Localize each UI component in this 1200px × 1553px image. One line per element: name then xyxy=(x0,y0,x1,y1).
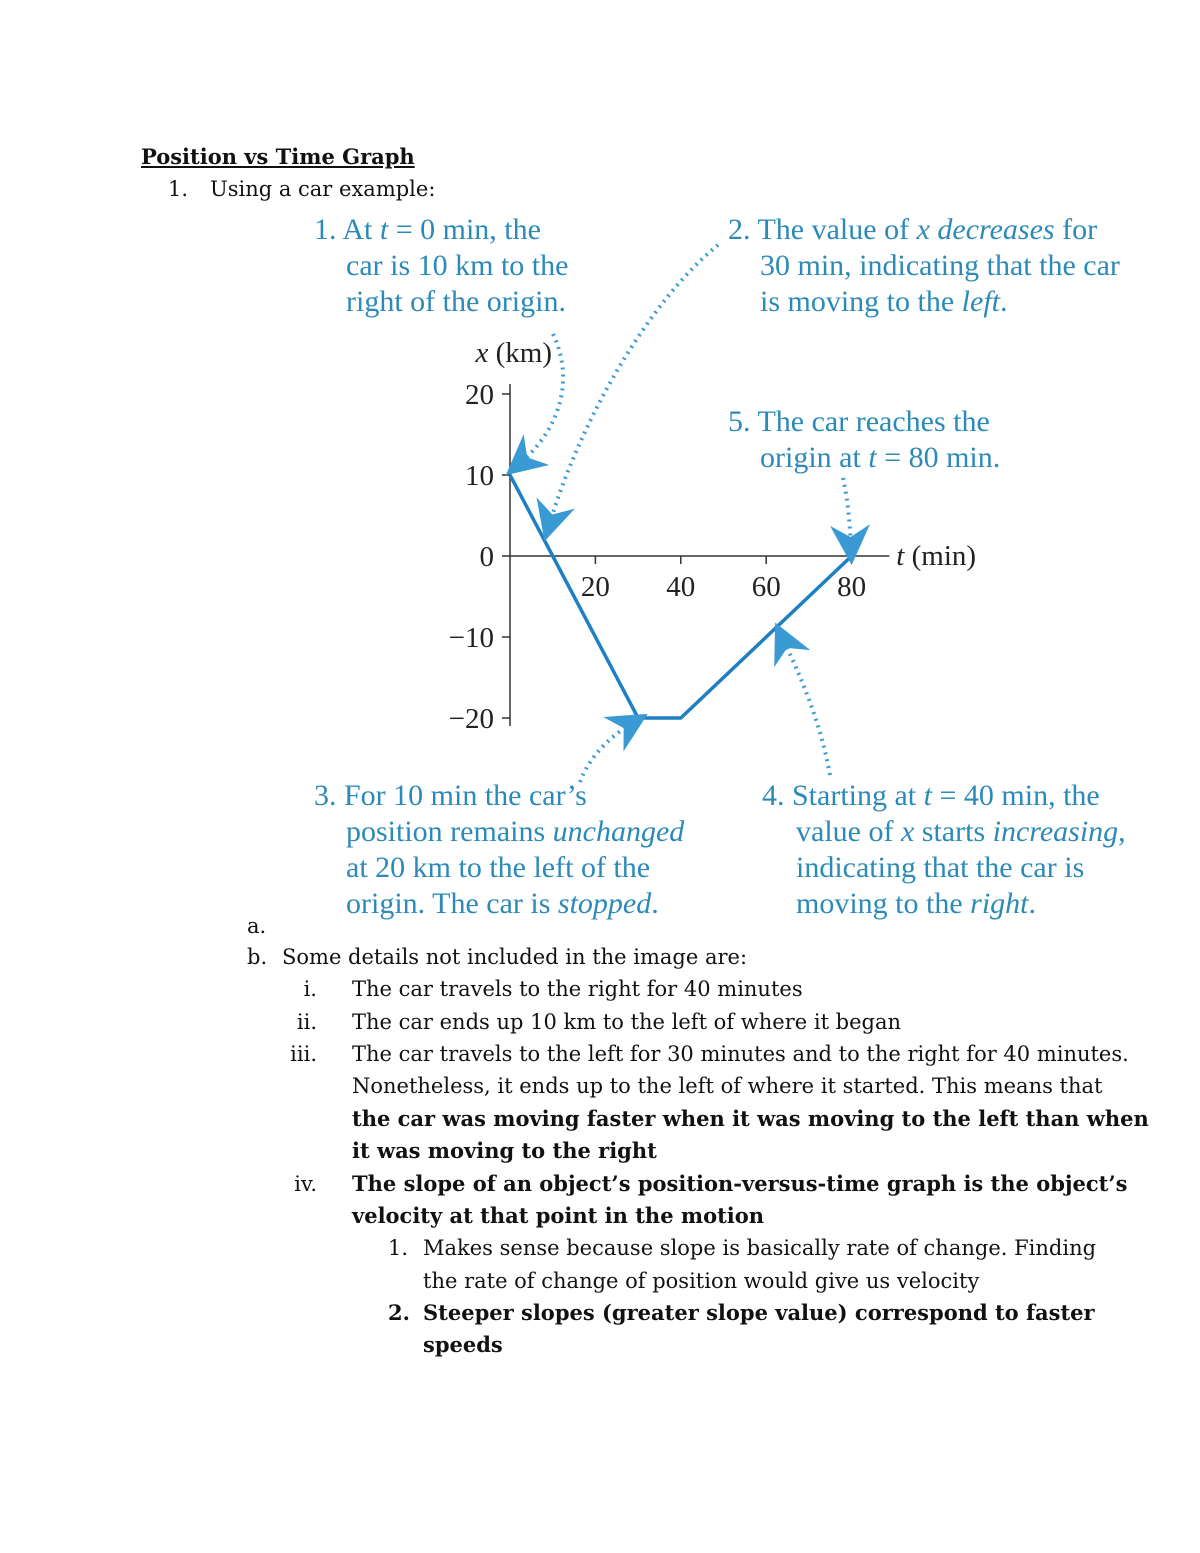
list-marker: iv. xyxy=(294,1172,317,1196)
list-marker: iii. xyxy=(290,1042,317,1066)
list-item-text: Some details not included in the image are: xyxy=(282,945,748,969)
list-item-text: Using a car example: xyxy=(210,177,436,201)
callout-arrow-5 xyxy=(843,478,851,549)
x-tick-label: 20 xyxy=(580,571,610,603)
x-tick-label: 60 xyxy=(751,571,781,603)
sub-item-text: Makes sense because slope is basically rate of change. Finding xyxy=(423,1236,1097,1260)
y-axis-label: x (km) xyxy=(475,337,552,369)
list-marker: 2. xyxy=(388,1300,410,1325)
y-tick-label: 20 xyxy=(465,379,494,411)
detail-text: The car ends up 10 km to the left of where it began xyxy=(352,1010,902,1034)
annotation-1: 1. At t = 0 min, the car is 10 km to the right of the origin. xyxy=(314,213,569,318)
y-tick-label: 0 xyxy=(479,541,494,573)
list-marker: a. xyxy=(247,914,267,938)
y-tick-label: 10 xyxy=(465,460,494,492)
detail-text: The car travels to the right for 40 minutes xyxy=(352,977,803,1001)
page-title: Position vs Time Graph xyxy=(141,144,415,169)
y-tick-label: −20 xyxy=(448,703,494,735)
detail-emphasis: velocity at that point in the motion xyxy=(352,1203,765,1228)
annotation-3: 3. For 10 min the car’s position remains unchanged at 20 km to the left of the origin. The car is stopped. xyxy=(314,779,685,920)
list-marker: i. xyxy=(303,977,317,1001)
y-tick-label: −10 xyxy=(448,622,494,654)
detail-emphasis: the car was moving faster when it was moving to the left than when xyxy=(352,1106,1149,1131)
list-marker: 1. xyxy=(388,1236,409,1260)
sub-item-text: speeds xyxy=(423,1332,503,1357)
axes xyxy=(449,337,976,735)
list-marker: 1. xyxy=(168,177,189,201)
detail-text: The car travels to the left for 30 minutes and to the right for 40 minutes. xyxy=(352,1042,1129,1066)
detail-emphasis: it was moving to the right xyxy=(352,1138,657,1163)
callout-arrow-3 xyxy=(580,722,634,782)
detail-emphasis: The slope of an object’s position-versus-time graph is the object’s xyxy=(352,1171,1128,1196)
x-tick-label: 40 xyxy=(666,571,696,603)
x-tick-label: 80 xyxy=(837,571,867,603)
annotation-5: 5. The car reaches the origin at t = 80 min. xyxy=(728,405,1001,474)
sub-item-text: the rate of change of position would give us velocity xyxy=(423,1269,980,1293)
sub-item-text: Steeper slopes (greater slope value) correspond to faster xyxy=(423,1300,1095,1325)
list-marker: b. xyxy=(247,945,268,969)
x-axis-label: t (min) xyxy=(896,540,977,572)
detail-text: Nonetheless, it ends up to the left of where it started. This means that xyxy=(352,1074,1103,1098)
callout-arrow-2 xyxy=(549,245,718,526)
annotation-4: 4. Starting at t = 40 min, the value of x starts increasing, indicating that the car is moving to the right. xyxy=(762,779,1126,920)
list-marker: ii. xyxy=(296,1010,317,1034)
annotation-2: 2. The value of x decreases for 30 min, indicating that the car is moving to the left. xyxy=(728,213,1120,318)
callout-arrow-4 xyxy=(782,637,830,775)
